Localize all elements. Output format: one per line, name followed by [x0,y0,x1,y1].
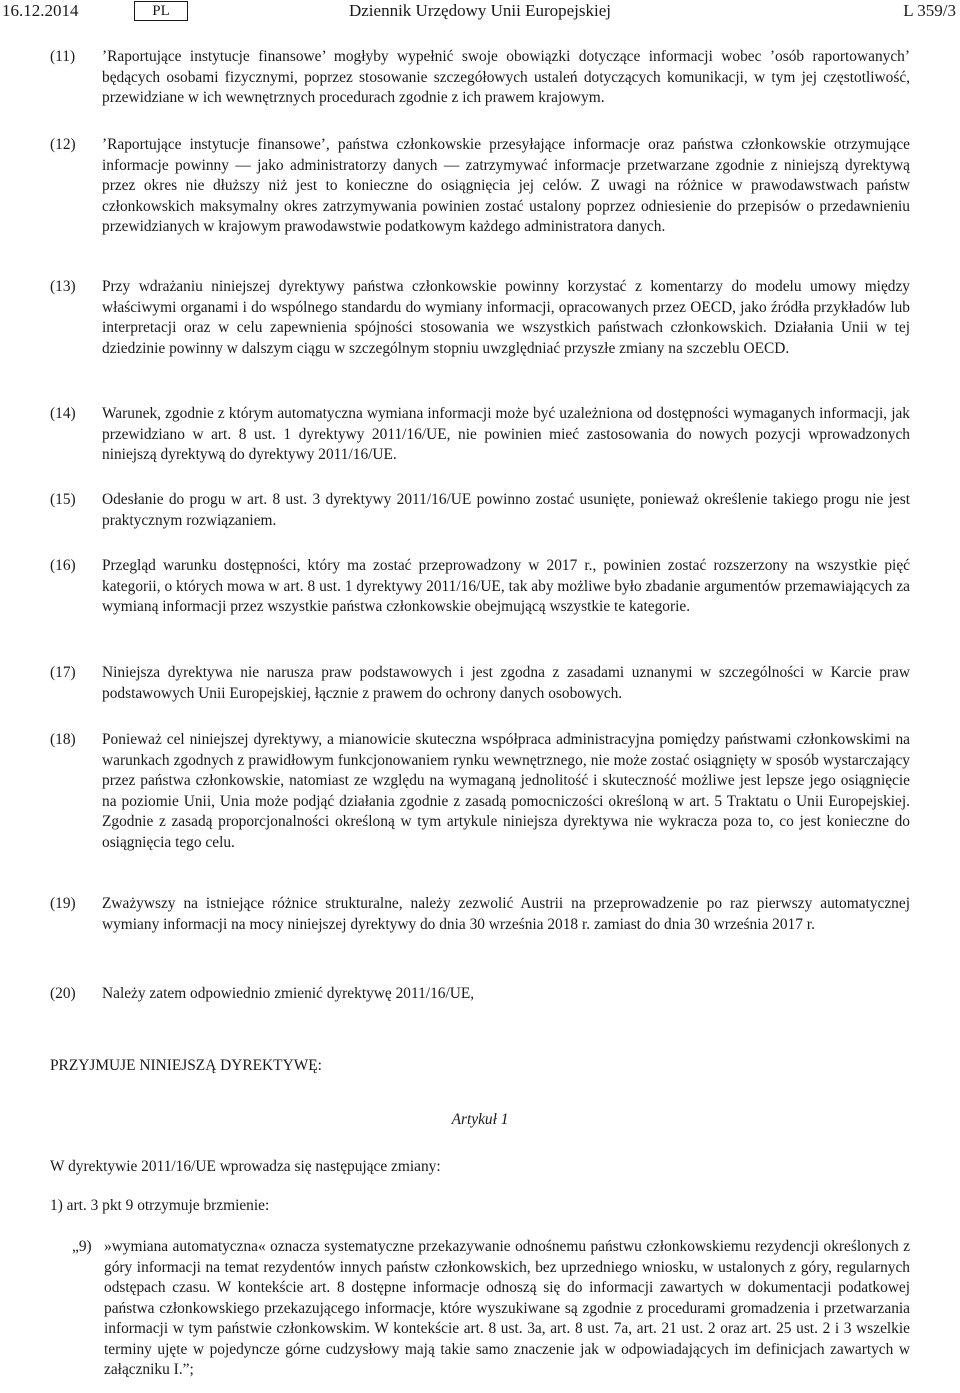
quoted-definition-text: »wymiana automatyczna« oznacza systematyczne przekazywanie odnośnemu państwu członkowskiemu rezydencji określonych z góry informacji na temat rezydentów innych państw członkowskich, bez uprzedniego wniosku, w ustalonych z góry, regularnych odstępach czasu. W kontekście art. 8 dostępne informacje odnoszą się do informacji zawartych w dokumentacji podatkowej państwa członkowskiego przekazującego informacje, które wyszukiwane są zgodnie z procedurami gromadzenia i przetwarzania informacji w tym państwie członkowskim. W kontekście art. 8 ust. 3a, art. 8 ust. 7a, art. 21 ust. 2 oraz art. 25 ust. 2 i 3 wszelkie terminy ujęte w pojedyncze górne cudzysłowy mają takie samo znaczenie jak w odpowiadających im definicjach zawartych w załączniku I.”; [104,1238,910,1378]
recital-text: Niniejsza dyrektywa nie narusza praw podstawowych i jest zgodna z zasadami uznanymi w szczególności w Karcie praw podstawowych Unii Europejskiej, łącznie z prawem do ochrony danych osobowych. [102,664,910,702]
recital-number: (18) [50,731,76,748]
language-badge: PL [134,1,188,21]
recital-text: Warunek, zgodnie z którym automatyczna wymiana informacji może być uzależniona od dostępności wymaganych informacji, jak przewidziano w art. 8 ust. 1 dyrektywy 2011/16/UE, nie powinien mieć zastosowania do nowych pozycji wprowadzonych niniejszą dyrektywą do dyrektywy 2011/16/UE. [102,405,910,463]
recital-text: ’Raportujące instytucje finansowe’ mogłyby wypełnić swoje obowiązki dotyczące informacji wobec ’osób raportowanych’ będących osobami fizycznymi, poprzez stosowanie szczegółowych ustaleń dotyczących komunikacji, w tym jej częstotliwość, przewidziane w ich wewnętrznych procedurach zgodnie z ich prawem krajowym. [102,48,910,106]
quoted-point-number: „9) [72,1238,92,1255]
article-intro: W dyrektywie 2011/16/UE wprowadza się następujące zmiany: [50,1158,441,1175]
recital-number: (20) [50,985,76,1002]
recital-text: Ponieważ cel niniejszej dyrektywy, a mianowicie skuteczna współpraca administracyjna pomiędzy państwami członkowskimi na warunkach zgodnych z prawidłowym funkcjonowaniem rynku wewnętrznego, nie może zostać osiągnięty w sposób wystarczający przez państwa członkowskie, natomiast ze względu na wymaganą jednolitość i skuteczność możliwe jest lepsze jego osiągnięcie na poziomie Unii, Unia może podjąć działania zgodnie z zasadą pomocniczości określoną w art. 5 Traktatu o Unii Europejskiej. Zgodnie z zasadą proporcjonalności określoną w tym artykule niniejsza dyrektywa nie wykracza poza to, co jest konieczne do osiągnięcia tego celu. [102,731,910,851]
recital-text: Należy zatem odpowiednio zmienić dyrektywę 2011/16/UE, [102,985,475,1002]
recital-number: (17) [50,664,76,681]
recital-number: (19) [50,895,76,912]
page-number: L 359/3 [903,1,956,20]
adoption-clause: PRZYJMUJE NINIEJSZĄ DYREKTYWĘ: [50,1057,322,1074]
recital-text: Zważywszy na istniejące różnice strukturalne, należy zezwolić Austrii na przeprowadzenie po raz pierwszy automatycznej wymiany informacji na mocy niniejszej dyrektywy do dnia 30 września 2018 r. zamiast do dnia 30 września 2017 r. [102,895,910,933]
recital-number: (12) [50,136,76,153]
recital-number: (16) [50,557,76,574]
journal-title: Dziennik Urzędowy Unii Europejskiej [348,1,611,20]
recital-number: (15) [50,491,76,508]
recital-number: (13) [50,278,76,295]
recital-text: Przy wdrażaniu niniejszej dyrektywy państwa członkowskie powinny korzystać z komentarzy do modelu umowy między właściwymi organami i do wspólnego standardu do wymiany informacji, opracowanych przez OECD, jako źródła przykładów lub interpretacji oraz w celu zapewnienia spójności stosowania we wszystkich państwach członkowskich. Działania Unii w tej dziedzinie powinny w dalszym ciągu w szczególnym stopniu uwzględniać przyszłe zmiany na szczeblu OECD. [102,278,910,357]
recital-text: ’Raportujące instytucje finansowe’, państwa członkowskie przesyłające informacje oraz państwa członkowskie otrzymujące informacje powinny — jako administratorzy danych — zatrzymywać informacje przetwarzane zgodnie z niniejszą dyrektywą przez okres nie dłuższy niż jest to konieczne do osiągnięcia jej celów. Z uwagi na różnice w prawodawstwach państw członkowskich maksymalny okres zatrzymywania powinien zostać ustalony poprzez odniesienie do przepisów o przedawnieniu przewidzianych w krajowym prawodawstwie podatkowym każdego administratora danych. [102,136,910,235]
recital-text: Przegląd warunku dostępności, który ma zostać przeprowadzony w 2017 r., powinien zostać rozszerzony na wszystkie pięć kategorii, o których mowa w art. 8 ust. 1 dyrektywy 2011/16/UE, tak aby możliwe było zbadanie argumentów przemawiających za wymianą informacji przez wszystkie państwa członkowskie obejmującą wszystkie te kategorie. [102,557,910,615]
recital-number: (11) [50,48,76,65]
article-title: Artykuł 1 [451,1111,509,1128]
recital-text: Odesłanie do progu w art. 8 ust. 3 dyrektywy 2011/16/UE powinno zostać usunięte, ponieważ określenie takiego progu nie jest praktycznym rozwiązaniem. [102,491,910,529]
amendment-point-1: 1) art. 3 pkt 9 otrzymuje brzmienie: [50,1197,270,1214]
publication-date: 16.12.2014 [2,1,79,20]
page-header [0,0,960,22]
recital-number: (14) [50,405,76,422]
